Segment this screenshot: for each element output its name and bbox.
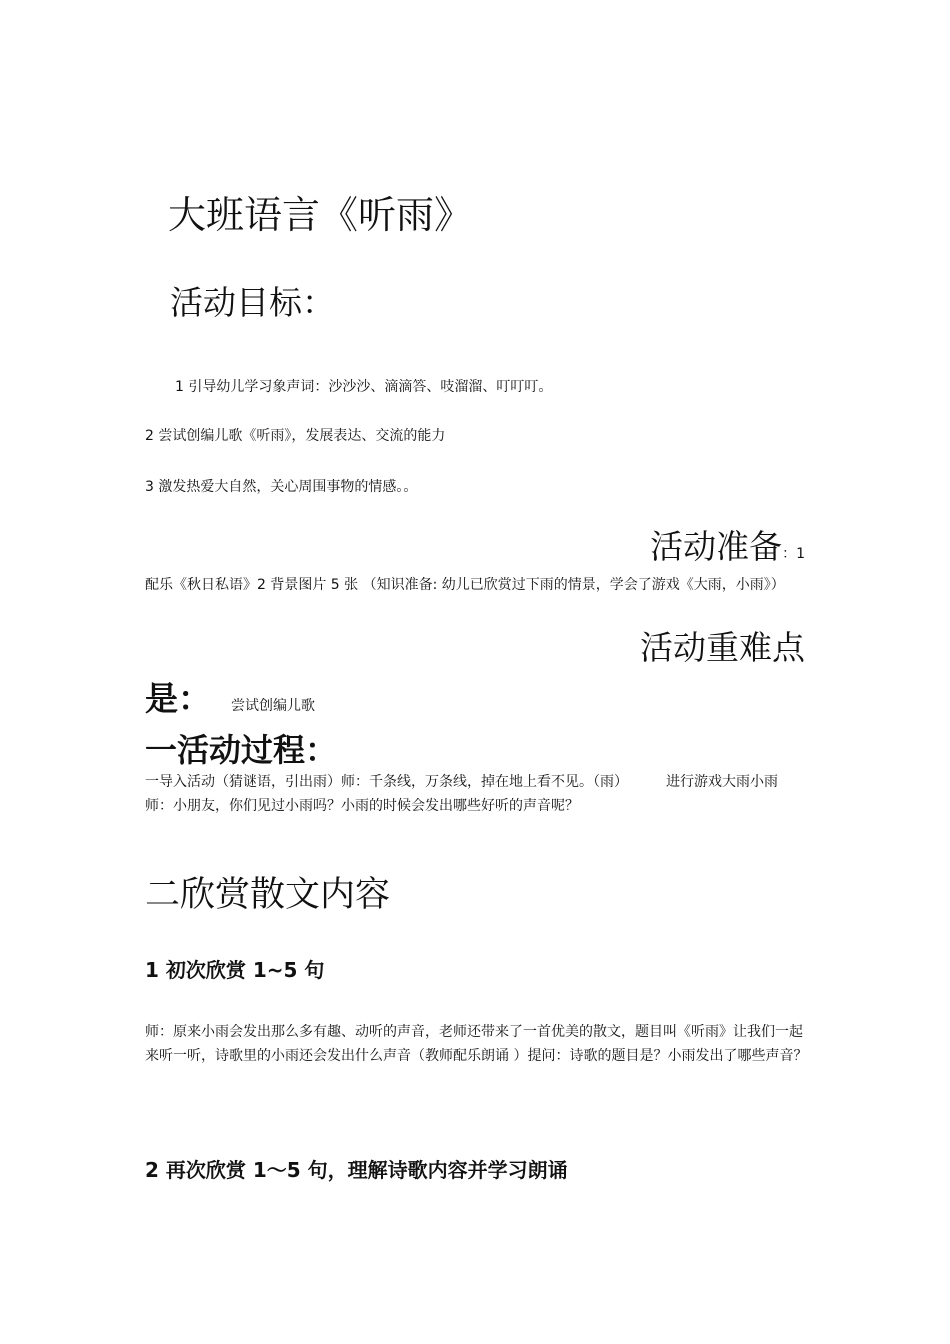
preparation-heading: 活动准备: [650, 527, 783, 566]
process-line-2: 师：小朋友，你们见过小雨吗？小雨的时候会发出哪些好听的声音呢？: [145, 798, 579, 814]
section2-sub-2: 2 再次欣赏 1～5 句，理解诗歌内容并学习朗诵: [145, 1158, 568, 1182]
goals-heading: 活动目标：: [170, 283, 335, 322]
goal-item-2: 2 尝试创编儿歌《听雨》，发展表达、交流的能力: [145, 428, 446, 444]
section2-paragraph-1: 师：原来小雨会发出那么多有趣、动听的声音，老师还带来了一首优美的散文，题目叫《听雨》让我们一起来听一听，诗歌里的小雨还会发出什么声音（教师配乐朗诵 ）提问：诗歌的题目是？小雨发出了哪些声音？: [145, 1024, 808, 1064]
process-heading: 一活动过程：: [145, 731, 338, 769]
preparation-body: 配乐《秋日私语》2 背景图片 5 张 （知识准备: 幼儿已欣赏过下雨的情景，学会了游戏《大雨，小雨》）: [145, 577, 785, 593]
process-block: [145, 730, 813, 818]
goal-item-1: 1 引导幼儿学习象声词：沙沙沙、滴滴答、吱溜溜、叮叮叮。: [175, 379, 553, 395]
process-line-1: 一导入活动（猜谜语，引出雨）师：千条线，万条线，掉在地上看不见。（雨）: [145, 774, 628, 790]
preparation-heading-line: [145, 527, 805, 573]
section2-sub-1: 1 初次欣赏 1~5 句: [145, 958, 325, 982]
section2-heading: 二欣赏散文内容: [145, 875, 391, 915]
document-title: 大班语言《听雨》: [168, 193, 473, 237]
goal-item-3: 3 激发热爱大自然，关心周围事物的情感。。: [145, 479, 418, 495]
difficulty-heading-cont: 是：: [145, 679, 211, 718]
process-line-1-tail: 进行游戏大雨小雨: [666, 774, 778, 790]
preparation-heading-tail: ：1: [782, 546, 805, 562]
difficulty-line: [145, 679, 815, 725]
difficulty-body: 尝试创编儿歌: [231, 697, 315, 714]
difficulty-heading: 活动重难点: [640, 628, 805, 667]
